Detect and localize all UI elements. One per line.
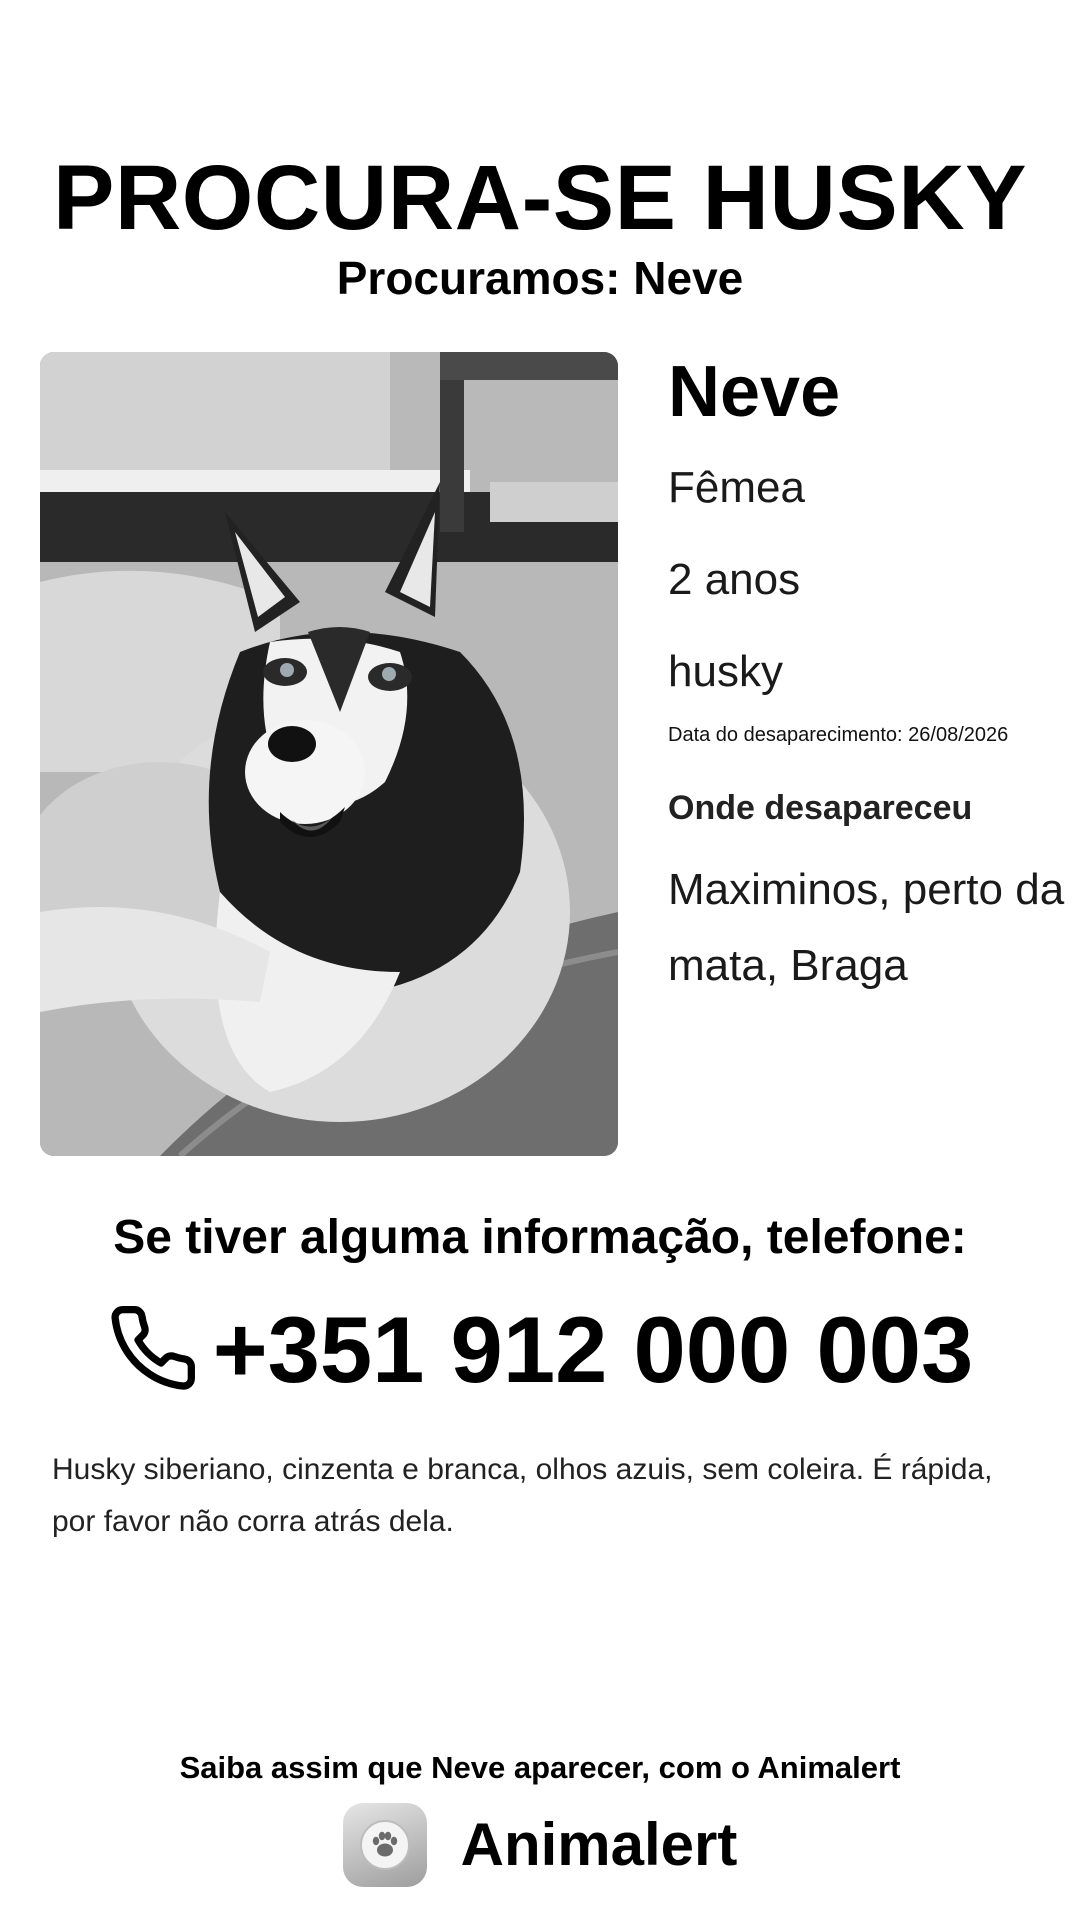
poster-title: PROCURA-SE HUSKY [52,147,1028,249]
phone-number[interactable]: +351 912 000 003 [212,1297,974,1402]
where-heading: Onde desapareceu [668,789,973,827]
brand-name: Animalert [460,1811,738,1878]
where-location: Maximinos, perto da mata, Braga [668,865,1065,990]
app-promo: Saiba assim que Neve aparecer, com o Animalert [179,1750,901,1785]
pet-sex: Fêmea [668,463,805,512]
dog-photo [40,352,618,1156]
missing-date: Data do desaparecimento: 26/08/2026 [668,724,1009,746]
brand-row[interactable] [0,1800,1080,1890]
pet-description: Husky siberiano, cinzenta e branca, olhos azuis, sem coleira. É rápida, por favor não corra atrás dela. [52,1453,993,1538]
paw-icon [343,1803,427,1887]
pet-breed: husky [668,647,783,696]
pet-age: 2 anos [668,555,801,604]
phone-row[interactable] [0,1290,1080,1410]
phone-icon [107,1302,199,1399]
poster-subtitle: Procuramos: Neve [336,252,744,304]
pet-name: Neve [668,352,841,432]
contact-prompt: Se tiver alguma informação, telefone: [113,1211,967,1264]
